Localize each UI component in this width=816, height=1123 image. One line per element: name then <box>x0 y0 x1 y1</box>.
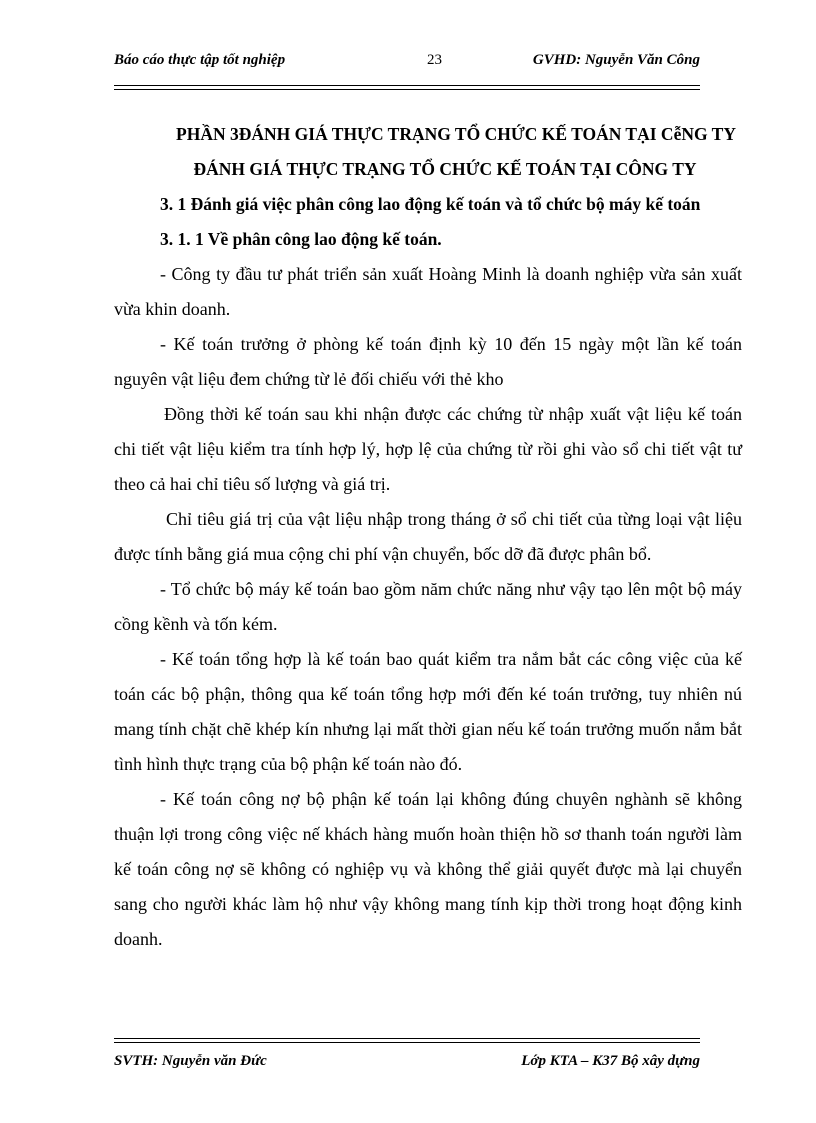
footer-rule-bottom <box>114 1042 700 1043</box>
subsection-heading: 3. 1. 1 Về phân công lao động kế toán. <box>160 229 442 249</box>
footer-student: SVTH: Nguyễn văn Đức <box>114 1053 267 1069</box>
paragraph: - Kế toán công nợ bộ phận kế toán lại không đúng chuyên nghành sẽ không thuận lợi trong công việc nế khách hàng muốn hoàn thiện hồ sơ thanh toán người làm kế toán công nợ sẽ không có nghiệp vụ và không thể giải quyết được mà lại chuyển sang cho người khác làm hộ như vậy không mang tính kịp thời trong hoạt động kinh doanh. <box>114 789 742 949</box>
part-title: PHẦN 3ĐÁNH GIÁ THỰC TRẠNG TỔ CHỨC KẾ TOÁN TẠI CễNG TY <box>176 124 736 144</box>
paragraph: - Kế toán tổng hợp là kế toán bao quát kiểm tra nắm bắt các công việc của kế toán các bộ phận, thông qua kế toán tổng hợp mới đến ké toán trưởng, tuy nhiên nú mang tính chặt chẽ khép kín nhưng lại mất thời gian nếu kế toán trưởng muốn nắm bắt tình hình thực trạng của bộ phận kế toán nào đó. <box>114 649 742 774</box>
page-number: 23 <box>427 52 442 68</box>
paragraph: - Kế toán trưởng ở phòng kế toán định kỳ 10 đến 15 ngày một lần kế toán nguyên vật liệu đem chứng từ lẻ đối chiếu với thẻ kho <box>114 334 742 389</box>
paragraph: Chỉ tiêu giá trị của vật liệu nhập trong tháng ở sổ chi tiết của từng loại vật liệu được tính bằng giá mua cộng chi phí vận chuyển, bốc dỡ đã được phân bổ. <box>114 509 742 564</box>
header-report-title: Báo cáo thực tập tốt nghiệp <box>114 52 286 68</box>
footer-rule-top <box>114 1038 700 1039</box>
header-supervisor: GVHD: Nguyễn Văn Công <box>532 52 700 68</box>
page-footer <box>114 1053 700 1075</box>
paragraph: - Công ty đầu tư phát triển sản xuất Hoàng Minh là doanh nghiệp vừa sản xuất vừa khin doanh. <box>114 264 742 319</box>
part-subtitle: ĐÁNH GIÁ THỰC TRẠNG TỔ CHỨC KẾ TOÁN TẠI CÔNG TY <box>193 159 697 179</box>
section-heading: 3. 1 Đánh giá việc phân công lao động kế toán và tổ chức bộ máy kế toán <box>160 194 701 214</box>
document-body <box>114 117 742 957</box>
paragraph: Đồng thời kế toán sau khi nhận được các chứng từ nhập xuất vật liệu kế toán chi tiết vật liệu kiểm tra tính hợp lý, hợp lệ của chứng từ rồi ghi vào sổ chi tiết vật tư theo cả hai chỉ tiêu số lượng và giá trị. <box>114 404 742 494</box>
paragraph: - Tổ chức bộ máy kế toán bao gồm năm chức năng như vậy tạo lên một bộ máy cồng kềnh và tốn kém. <box>114 579 742 634</box>
header-rule-bottom <box>114 89 700 90</box>
footer-class: Lớp KTA – K37 Bộ xây dựng <box>521 1053 700 1069</box>
page-header <box>114 52 700 74</box>
header-rule-top <box>114 85 700 86</box>
